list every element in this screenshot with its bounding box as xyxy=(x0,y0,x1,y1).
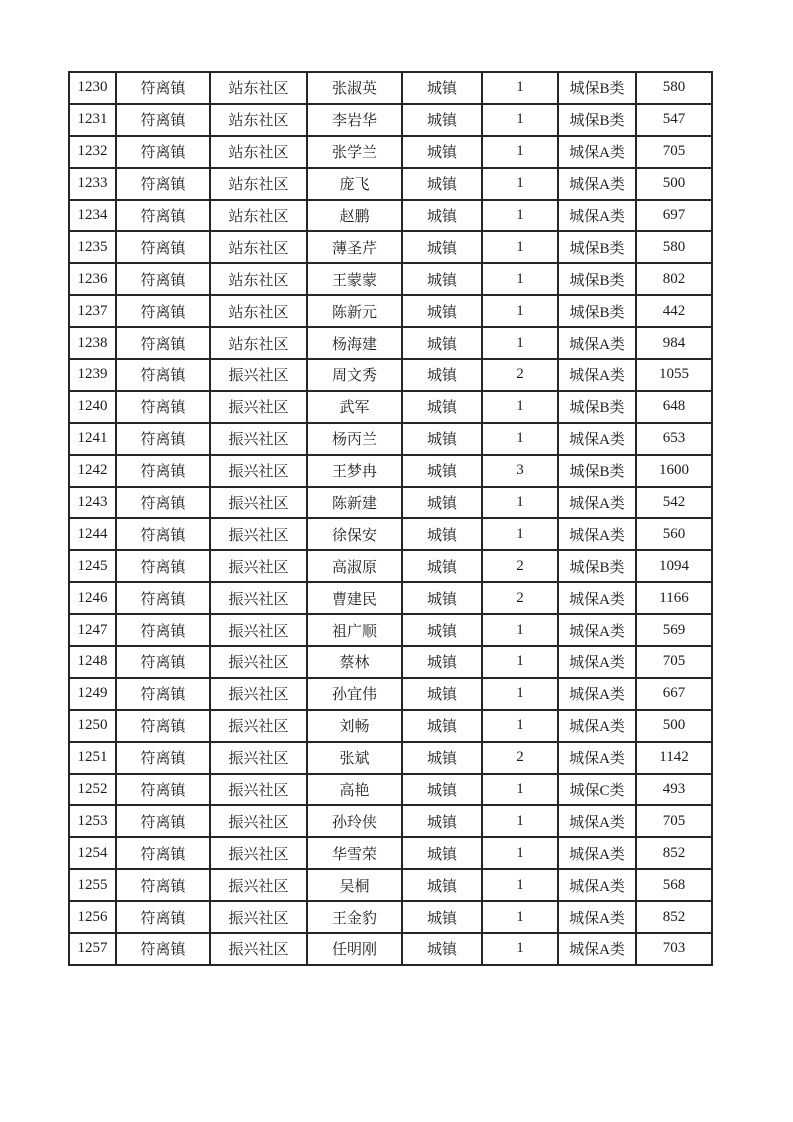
table-row xyxy=(69,72,712,104)
cell-residence-type: 城镇 xyxy=(402,901,482,933)
cell-community: 振兴社区 xyxy=(210,710,307,742)
cell-community: 振兴社区 xyxy=(210,487,307,519)
cell-amount: 852 xyxy=(636,837,712,869)
table-row xyxy=(69,742,712,774)
cell-person-count: 1 xyxy=(482,487,558,519)
table-row xyxy=(69,359,712,391)
table-row xyxy=(69,646,712,678)
cell-town: 符离镇 xyxy=(116,550,210,582)
cell-town: 符离镇 xyxy=(116,518,210,550)
table-row xyxy=(69,614,712,646)
cell-category: 城保A类 xyxy=(558,518,636,550)
cell-residence-type: 城镇 xyxy=(402,518,482,550)
cell-person-name: 王梦冉 xyxy=(307,455,402,487)
cell-seq: 1251 xyxy=(69,742,116,774)
cell-amount: 560 xyxy=(636,518,712,550)
cell-residence-type: 城镇 xyxy=(402,168,482,200)
cell-person-name: 华雪荣 xyxy=(307,837,402,869)
cell-residence-type: 城镇 xyxy=(402,231,482,263)
cell-person-count: 1 xyxy=(482,518,558,550)
cell-person-name: 王蒙蒙 xyxy=(307,263,402,295)
cell-person-name: 张斌 xyxy=(307,742,402,774)
cell-amount: 493 xyxy=(636,774,712,806)
cell-seq: 1256 xyxy=(69,901,116,933)
table-row xyxy=(69,136,712,168)
cell-person-name: 祖广顺 xyxy=(307,614,402,646)
cell-person-name: 曹建民 xyxy=(307,582,402,614)
cell-community: 振兴社区 xyxy=(210,518,307,550)
table-row xyxy=(69,200,712,232)
cell-community: 振兴社区 xyxy=(210,805,307,837)
table-row xyxy=(69,901,712,933)
cell-person-count: 1 xyxy=(482,774,558,806)
cell-person-name: 赵鹏 xyxy=(307,200,402,232)
cell-amount: 705 xyxy=(636,136,712,168)
table-row xyxy=(69,168,712,200)
cell-category: 城保B类 xyxy=(558,295,636,327)
cell-person-count: 1 xyxy=(482,678,558,710)
cell-community: 振兴社区 xyxy=(210,423,307,455)
cell-category: 城保A类 xyxy=(558,359,636,391)
cell-community: 振兴社区 xyxy=(210,582,307,614)
cell-person-count: 1 xyxy=(482,200,558,232)
table-row xyxy=(69,327,712,359)
cell-seq: 1247 xyxy=(69,614,116,646)
cell-amount: 500 xyxy=(636,168,712,200)
cell-community: 站东社区 xyxy=(210,168,307,200)
cell-amount: 667 xyxy=(636,678,712,710)
cell-amount: 984 xyxy=(636,327,712,359)
cell-residence-type: 城镇 xyxy=(402,805,482,837)
cell-category: 城保A类 xyxy=(558,582,636,614)
cell-seq: 1236 xyxy=(69,263,116,295)
table-row xyxy=(69,582,712,614)
table-row xyxy=(69,487,712,519)
cell-category: 城保B类 xyxy=(558,391,636,423)
cell-amount: 705 xyxy=(636,646,712,678)
cell-residence-type: 城镇 xyxy=(402,582,482,614)
cell-seq: 1242 xyxy=(69,455,116,487)
cell-community: 站东社区 xyxy=(210,200,307,232)
cell-person-count: 1 xyxy=(482,805,558,837)
cell-person-name: 徐保安 xyxy=(307,518,402,550)
cell-person-name: 陈新建 xyxy=(307,487,402,519)
cell-residence-type: 城镇 xyxy=(402,837,482,869)
cell-person-name: 高艳 xyxy=(307,774,402,806)
cell-category: 城保A类 xyxy=(558,423,636,455)
cell-town: 符离镇 xyxy=(116,391,210,423)
cell-amount: 568 xyxy=(636,869,712,901)
cell-seq: 1254 xyxy=(69,837,116,869)
cell-residence-type: 城镇 xyxy=(402,742,482,774)
cell-residence-type: 城镇 xyxy=(402,423,482,455)
cell-category: 城保A类 xyxy=(558,136,636,168)
cell-person-name: 薄圣芹 xyxy=(307,231,402,263)
cell-amount: 580 xyxy=(636,231,712,263)
cell-community: 振兴社区 xyxy=(210,774,307,806)
cell-person-name: 杨海建 xyxy=(307,327,402,359)
table-row xyxy=(69,774,712,806)
cell-category: 城保A类 xyxy=(558,200,636,232)
cell-town: 符离镇 xyxy=(116,168,210,200)
cell-category: 城保B类 xyxy=(558,263,636,295)
cell-residence-type: 城镇 xyxy=(402,710,482,742)
cell-person-count: 1 xyxy=(482,837,558,869)
cell-person-name: 孙宜伟 xyxy=(307,678,402,710)
cell-category: 城保A类 xyxy=(558,678,636,710)
cell-town: 符离镇 xyxy=(116,805,210,837)
cell-person-count: 1 xyxy=(482,869,558,901)
cell-town: 符离镇 xyxy=(116,837,210,869)
cell-town: 符离镇 xyxy=(116,455,210,487)
cell-person-name: 李岩华 xyxy=(307,104,402,136)
cell-person-name: 刘畅 xyxy=(307,710,402,742)
cell-seq: 1245 xyxy=(69,550,116,582)
cell-residence-type: 城镇 xyxy=(402,869,482,901)
table-row xyxy=(69,550,712,582)
cell-community: 振兴社区 xyxy=(210,550,307,582)
cell-category: 城保A类 xyxy=(558,933,636,965)
cell-residence-type: 城镇 xyxy=(402,72,482,104)
cell-town: 符离镇 xyxy=(116,487,210,519)
cell-seq: 1239 xyxy=(69,359,116,391)
cell-person-name: 任明刚 xyxy=(307,933,402,965)
cell-category: 城保A类 xyxy=(558,742,636,774)
cell-person-count: 1 xyxy=(482,901,558,933)
table-row xyxy=(69,104,712,136)
cell-residence-type: 城镇 xyxy=(402,327,482,359)
cell-seq: 1238 xyxy=(69,327,116,359)
table-row xyxy=(69,391,712,423)
cell-seq: 1255 xyxy=(69,869,116,901)
cell-amount: 802 xyxy=(636,263,712,295)
cell-category: 城保A类 xyxy=(558,869,636,901)
cell-seq: 1241 xyxy=(69,423,116,455)
cell-town: 符离镇 xyxy=(116,104,210,136)
table-row xyxy=(69,837,712,869)
cell-residence-type: 城镇 xyxy=(402,774,482,806)
cell-seq: 1237 xyxy=(69,295,116,327)
cell-person-count: 1 xyxy=(482,168,558,200)
cell-town: 符离镇 xyxy=(116,710,210,742)
cell-community: 振兴社区 xyxy=(210,614,307,646)
cell-seq: 1231 xyxy=(69,104,116,136)
cell-residence-type: 城镇 xyxy=(402,136,482,168)
cell-town: 符离镇 xyxy=(116,646,210,678)
cell-person-count: 2 xyxy=(482,359,558,391)
cell-amount: 697 xyxy=(636,200,712,232)
cell-person-name: 张学兰 xyxy=(307,136,402,168)
cell-person-count: 1 xyxy=(482,72,558,104)
cell-person-name: 吴桐 xyxy=(307,869,402,901)
cell-community: 振兴社区 xyxy=(210,391,307,423)
cell-residence-type: 城镇 xyxy=(402,614,482,646)
cell-seq: 1235 xyxy=(69,231,116,263)
cell-person-name: 庞飞 xyxy=(307,168,402,200)
table-row xyxy=(69,295,712,327)
cell-town: 符离镇 xyxy=(116,72,210,104)
cell-community: 站东社区 xyxy=(210,263,307,295)
cell-town: 符离镇 xyxy=(116,933,210,965)
cell-town: 符离镇 xyxy=(116,678,210,710)
cell-person-count: 1 xyxy=(482,423,558,455)
table-row xyxy=(69,518,712,550)
cell-category: 城保A类 xyxy=(558,837,636,869)
table-row xyxy=(69,933,712,965)
benefits-table xyxy=(68,71,713,966)
cell-residence-type: 城镇 xyxy=(402,933,482,965)
cell-person-name: 杨丙兰 xyxy=(307,423,402,455)
cell-community: 振兴社区 xyxy=(210,837,307,869)
cell-residence-type: 城镇 xyxy=(402,104,482,136)
cell-person-count: 1 xyxy=(482,614,558,646)
cell-amount: 542 xyxy=(636,487,712,519)
cell-town: 符离镇 xyxy=(116,327,210,359)
cell-community: 振兴社区 xyxy=(210,742,307,774)
cell-residence-type: 城镇 xyxy=(402,455,482,487)
cell-town: 符离镇 xyxy=(116,901,210,933)
cell-person-count: 1 xyxy=(482,136,558,168)
cell-community: 站东社区 xyxy=(210,295,307,327)
cell-community: 振兴社区 xyxy=(210,359,307,391)
cell-town: 符离镇 xyxy=(116,359,210,391)
cell-person-count: 2 xyxy=(482,582,558,614)
cell-seq: 1240 xyxy=(69,391,116,423)
cell-category: 城保A类 xyxy=(558,646,636,678)
cell-town: 符离镇 xyxy=(116,423,210,455)
cell-category: 城保A类 xyxy=(558,168,636,200)
cell-category: 城保A类 xyxy=(558,901,636,933)
cell-community: 站东社区 xyxy=(210,136,307,168)
cell-community: 振兴社区 xyxy=(210,933,307,965)
cell-person-count: 1 xyxy=(482,104,558,136)
cell-amount: 852 xyxy=(636,901,712,933)
cell-town: 符离镇 xyxy=(116,200,210,232)
cell-person-count: 1 xyxy=(482,327,558,359)
cell-residence-type: 城镇 xyxy=(402,646,482,678)
cell-seq: 1250 xyxy=(69,710,116,742)
cell-community: 振兴社区 xyxy=(210,455,307,487)
cell-person-count: 1 xyxy=(482,295,558,327)
cell-person-name: 周文秀 xyxy=(307,359,402,391)
table-row xyxy=(69,455,712,487)
cell-person-name: 陈新元 xyxy=(307,295,402,327)
cell-residence-type: 城镇 xyxy=(402,550,482,582)
table-row xyxy=(69,678,712,710)
cell-seq: 1234 xyxy=(69,200,116,232)
cell-amount: 1055 xyxy=(636,359,712,391)
cell-town: 符离镇 xyxy=(116,136,210,168)
cell-town: 符离镇 xyxy=(116,742,210,774)
cell-amount: 500 xyxy=(636,710,712,742)
cell-amount: 1142 xyxy=(636,742,712,774)
cell-person-count: 1 xyxy=(482,263,558,295)
cell-town: 符离镇 xyxy=(116,263,210,295)
cell-person-count: 1 xyxy=(482,391,558,423)
cell-seq: 1233 xyxy=(69,168,116,200)
cell-town: 符离镇 xyxy=(116,774,210,806)
table-row xyxy=(69,231,712,263)
cell-amount: 569 xyxy=(636,614,712,646)
cell-category: 城保B类 xyxy=(558,231,636,263)
cell-community: 站东社区 xyxy=(210,104,307,136)
cell-category: 城保A类 xyxy=(558,805,636,837)
cell-person-name: 王金豹 xyxy=(307,901,402,933)
cell-residence-type: 城镇 xyxy=(402,200,482,232)
cell-seq: 1257 xyxy=(69,933,116,965)
cell-town: 符离镇 xyxy=(116,582,210,614)
cell-residence-type: 城镇 xyxy=(402,487,482,519)
cell-category: 城保A类 xyxy=(558,487,636,519)
table-row xyxy=(69,805,712,837)
cell-seq: 1253 xyxy=(69,805,116,837)
table-row xyxy=(69,710,712,742)
cell-person-count: 2 xyxy=(482,550,558,582)
cell-category: 城保B类 xyxy=(558,455,636,487)
cell-seq: 1248 xyxy=(69,646,116,678)
cell-residence-type: 城镇 xyxy=(402,359,482,391)
cell-amount: 703 xyxy=(636,933,712,965)
cell-person-count: 1 xyxy=(482,933,558,965)
cell-community: 站东社区 xyxy=(210,231,307,263)
cell-community: 站东社区 xyxy=(210,327,307,359)
cell-residence-type: 城镇 xyxy=(402,263,482,295)
cell-category: 城保B类 xyxy=(558,72,636,104)
cell-person-name: 张淑英 xyxy=(307,72,402,104)
cell-amount: 547 xyxy=(636,104,712,136)
table-body xyxy=(69,72,712,965)
cell-community: 站东社区 xyxy=(210,72,307,104)
cell-seq: 1230 xyxy=(69,72,116,104)
cell-category: 城保B类 xyxy=(558,104,636,136)
cell-amount: 648 xyxy=(636,391,712,423)
cell-community: 振兴社区 xyxy=(210,901,307,933)
cell-category: 城保A类 xyxy=(558,710,636,742)
cell-community: 振兴社区 xyxy=(210,678,307,710)
cell-person-count: 1 xyxy=(482,231,558,263)
cell-residence-type: 城镇 xyxy=(402,295,482,327)
cell-person-name: 孙玲侠 xyxy=(307,805,402,837)
cell-seq: 1232 xyxy=(69,136,116,168)
cell-category: 城保B类 xyxy=(558,550,636,582)
cell-person-count: 3 xyxy=(482,455,558,487)
cell-amount: 442 xyxy=(636,295,712,327)
cell-person-name: 高淑原 xyxy=(307,550,402,582)
cell-town: 符离镇 xyxy=(116,614,210,646)
cell-person-name: 武军 xyxy=(307,391,402,423)
cell-seq: 1243 xyxy=(69,487,116,519)
cell-seq: 1249 xyxy=(69,678,116,710)
cell-town: 符离镇 xyxy=(116,295,210,327)
cell-amount: 580 xyxy=(636,72,712,104)
cell-category: 城保A类 xyxy=(558,327,636,359)
table-row xyxy=(69,869,712,901)
cell-category: 城保C类 xyxy=(558,774,636,806)
cell-residence-type: 城镇 xyxy=(402,391,482,423)
cell-category: 城保A类 xyxy=(558,614,636,646)
cell-person-count: 2 xyxy=(482,742,558,774)
cell-amount: 1094 xyxy=(636,550,712,582)
cell-town: 符离镇 xyxy=(116,869,210,901)
cell-residence-type: 城镇 xyxy=(402,678,482,710)
cell-amount: 653 xyxy=(636,423,712,455)
cell-amount: 1166 xyxy=(636,582,712,614)
cell-amount: 705 xyxy=(636,805,712,837)
cell-seq: 1244 xyxy=(69,518,116,550)
table-row xyxy=(69,263,712,295)
cell-community: 振兴社区 xyxy=(210,869,307,901)
cell-person-count: 1 xyxy=(482,646,558,678)
cell-seq: 1246 xyxy=(69,582,116,614)
cell-person-count: 1 xyxy=(482,710,558,742)
cell-person-name: 蔡林 xyxy=(307,646,402,678)
cell-amount: 1600 xyxy=(636,455,712,487)
cell-seq: 1252 xyxy=(69,774,116,806)
cell-community: 振兴社区 xyxy=(210,646,307,678)
table-row xyxy=(69,423,712,455)
cell-town: 符离镇 xyxy=(116,231,210,263)
